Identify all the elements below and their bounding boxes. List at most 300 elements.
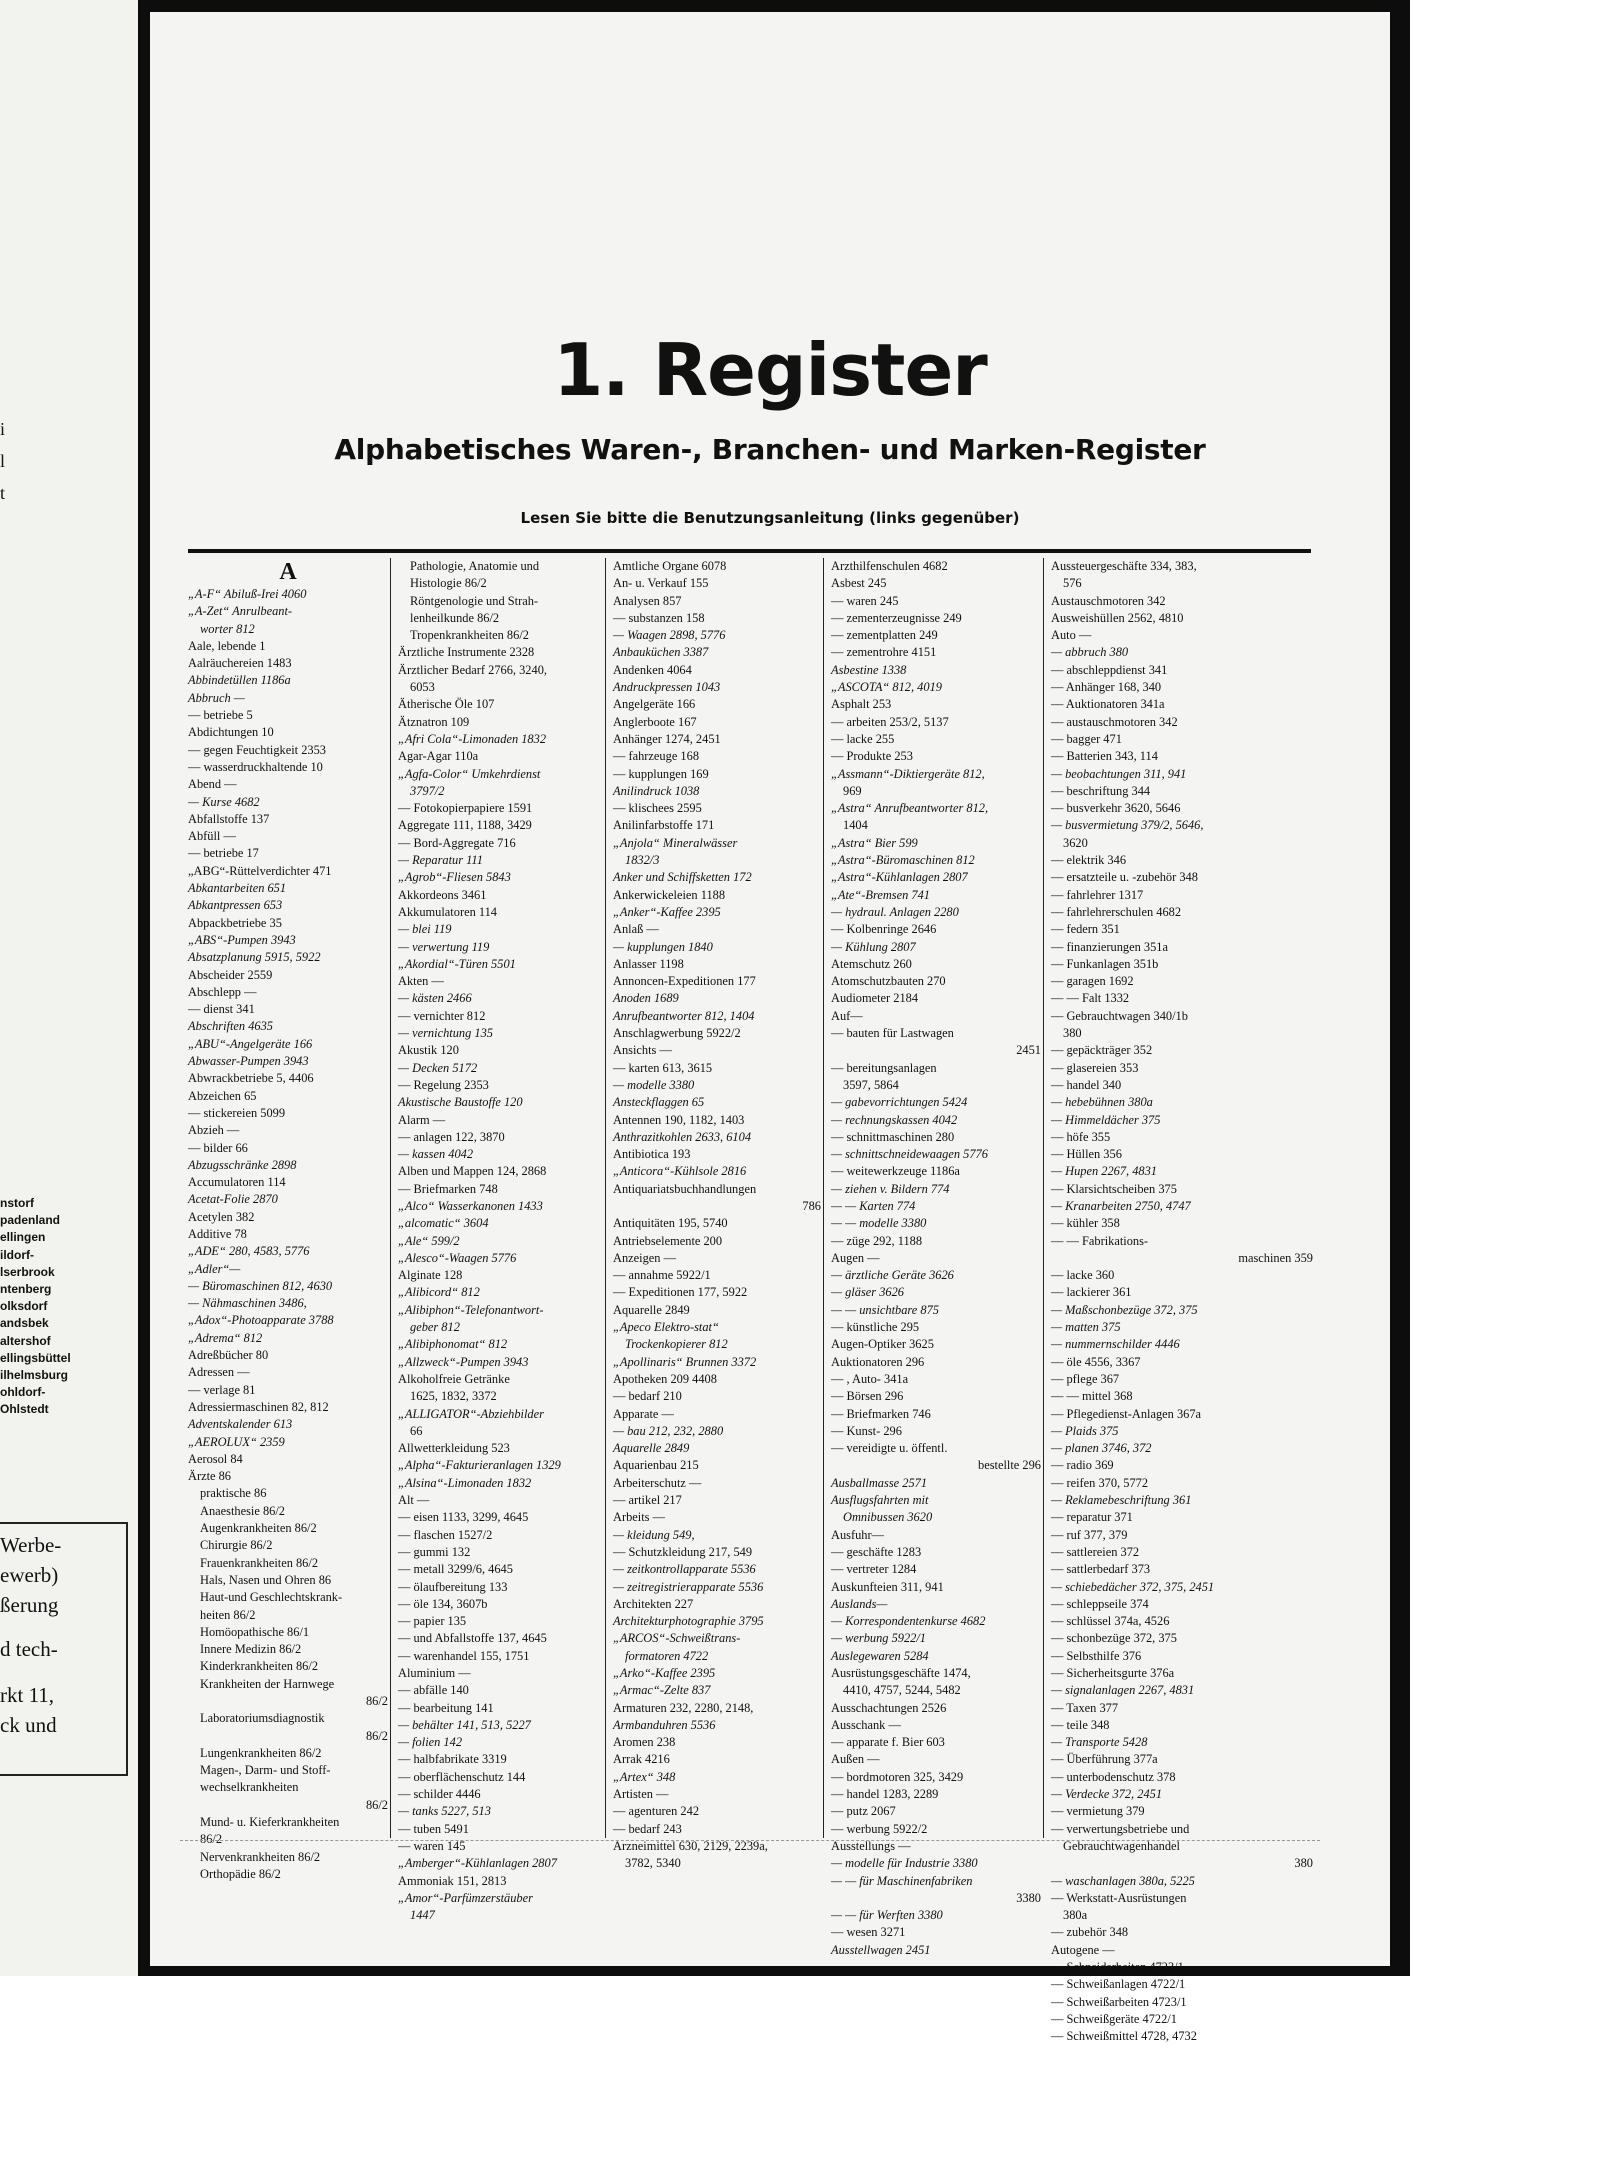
register-entry: „Alibicord“ 812: [398, 1285, 480, 1300]
register-entry: — ersatzteile u. -zubehör 348: [1051, 870, 1198, 885]
register-entry: — Taxen 377: [1051, 1700, 1119, 1715]
register-entry: — fahrlehrerschulen 4682: [1051, 904, 1182, 919]
register-entry: Analysen 857: [613, 593, 682, 608]
register-entry: — tanks 5227, 513: [398, 1804, 491, 1819]
register-entry: Abend —: [188, 777, 237, 792]
register-entry: Abfallstoffe 137: [188, 811, 270, 826]
register-entry: — Büromaschinen 812, 4630: [188, 1278, 333, 1293]
register-entry: formatoren 4722: [625, 1648, 709, 1663]
register-entry: „Alsina“-Limonaden 1832: [398, 1475, 532, 1490]
register-entry: — Anhänger 168, 340: [1051, 680, 1162, 695]
register-entry: 1404: [843, 818, 868, 833]
register-entry: 3620: [1063, 835, 1088, 850]
register-entry: Armaturen 232, 2280, 2148,: [613, 1700, 754, 1715]
register-entry: Anlaß —: [613, 922, 659, 937]
register-entry: Akustik 120: [398, 1043, 459, 1058]
register-entry: Hals, Nasen und Ohren 86: [200, 1572, 332, 1587]
register-entry: — ärztliche Geräte 3626: [831, 1268, 954, 1283]
register-entry: Atemschutz 260: [831, 956, 912, 971]
register-entry: Chirurgie 86/2: [200, 1538, 273, 1553]
register-entry: — vertreter 1284: [831, 1562, 917, 1577]
register-entry: — sattlerbedarf 373: [1051, 1562, 1151, 1577]
register-entry: Aquarelle 2849: [613, 1441, 690, 1456]
register-entry: — arbeiten 253/2, 5137: [831, 714, 949, 729]
register-entry: — betriebe 17: [188, 846, 259, 861]
register-entry: Allwetterkleidung 523: [398, 1441, 510, 1456]
register-entry: Arrak 4216: [613, 1752, 670, 1767]
register-entry: — beobachtungen 311, 941: [1051, 766, 1187, 781]
register-entry: — folien 142: [398, 1735, 463, 1750]
register-entry: — papier 135: [398, 1614, 467, 1629]
register-entry: Abbindetüllen 1186a: [188, 673, 291, 688]
register-column-2: [398, 558, 604, 1923]
register-entry: Abzieh —: [188, 1123, 240, 1138]
register-entry: Akten —: [398, 974, 444, 989]
register-entry: „Afri Cola“-Limonaden 1832: [398, 731, 547, 746]
register-entry: — Funkanlagen 351b: [1051, 956, 1159, 971]
register-entry: — kühler 358: [1051, 1216, 1120, 1231]
register-entry: — karten 613, 3615: [613, 1060, 713, 1075]
register-entry: — handel 1283, 2289: [831, 1787, 939, 1802]
register-entry: Anzeigen —: [613, 1250, 676, 1265]
register-entry: „Agfa-Color“ Umkehrdienst: [398, 766, 541, 781]
register-entry: 3597, 5864: [843, 1077, 899, 1092]
register-entry: Ärzte 86: [188, 1469, 232, 1484]
register-entry: „Astra“-Kühlanlagen 2807: [831, 870, 968, 885]
register-entry: — betriebe 5: [188, 708, 253, 723]
register-entry: Arbeits —: [613, 1510, 665, 1525]
register-entry: — kupplungen 1840: [613, 939, 713, 954]
register-entry: — — für Werften 3380: [831, 1908, 943, 1923]
register-entry: „Alesco“-Waagen 5776: [398, 1250, 517, 1265]
register-column-1: [188, 558, 388, 1881]
register-entry: 6053: [410, 680, 435, 695]
register-entry: 1832/3: [625, 853, 660, 868]
register-entry: — kleidung 549,: [613, 1527, 695, 1542]
register-entry: — schleppseile 374: [1051, 1596, 1149, 1611]
register-entry: — busvermietung 379/2, 5646,: [1051, 818, 1204, 833]
register-entry: Aluminium —: [398, 1666, 471, 1680]
register-entry: — zeitkontrollapparate 5536: [613, 1562, 756, 1577]
register-entry: bestellte 296: [978, 1458, 1041, 1473]
register-entry: — stickereien 5099: [188, 1105, 286, 1120]
register-entry: — vernichtung 135: [398, 1026, 493, 1041]
register-entry: — schonbezüge 372, 375: [1051, 1631, 1177, 1646]
register-entry: — flaschen 1527/2: [398, 1527, 493, 1542]
register-entry: Kinderkrankheiten 86/2: [200, 1659, 319, 1674]
page-title: 1. Register: [553, 328, 987, 412]
register-entry: Aerosol 84: [188, 1451, 243, 1466]
register-entry: — handel 340: [1051, 1077, 1122, 1092]
register-entry: Omnibussen 3620: [843, 1510, 933, 1525]
register-entry: Antennen 190, 1182, 1403: [613, 1112, 745, 1127]
register-entry: Aussteuergeschäfte 334, 383,: [1051, 559, 1197, 573]
place-fragment: ellingen: [0, 1230, 46, 1245]
register-entry: — Schweißgeräte 4722/1: [1051, 2011, 1177, 2026]
register-entry: Abkantpressen 653: [188, 898, 283, 913]
register-entry: — Bord-Aggregate 716: [398, 835, 516, 850]
register-entry: Mund- u. Kieferkrankheiten: [200, 1815, 340, 1830]
register-entry: Ausballmasse 2571: [831, 1475, 928, 1490]
place-fragment: ohldorf-: [0, 1385, 46, 1400]
box-fragment: ewerb): [0, 1563, 59, 1587]
register-entry: Anlasser 1198: [613, 956, 684, 971]
register-entry: — nummernschilder 4446: [1051, 1337, 1180, 1352]
register-entry: — Selbsthilfe 376: [1051, 1648, 1142, 1663]
register-entry: Anglerboote 167: [613, 714, 697, 729]
column-divider: [390, 558, 391, 1838]
register-entry: heiten 86/2: [200, 1607, 256, 1622]
register-entry: Abschriften 4635: [188, 1019, 274, 1034]
register-entry: „Anticora“-Kühlsole 2816: [613, 1164, 747, 1179]
register-entry: — elektrik 346: [1051, 853, 1127, 868]
register-entry: — zubehör 348: [1051, 1925, 1129, 1940]
register-entry: Ausrüstungsgeschäfte 1474,: [831, 1666, 971, 1680]
register-entry: — — mittel 368: [1051, 1389, 1133, 1404]
register-entry: „Adox“-Photoapparate 3788: [188, 1313, 334, 1328]
register-entry: — putz 2067: [831, 1804, 896, 1819]
register-entry: — wasserdruckhaltende 10: [188, 759, 323, 774]
register-entry: — bearbeitung 141: [398, 1700, 494, 1715]
register-entry: — zeitregistrierapparate 5536: [613, 1579, 764, 1594]
register-entry: — Briefmarken 748: [398, 1181, 498, 1196]
place-fragment: ildorf-: [0, 1247, 34, 1262]
register-entry: Abpackbetriebe 35: [188, 915, 282, 930]
register-entry: „Adrema“ 812: [188, 1330, 263, 1345]
margin-fragment: t: [0, 483, 6, 503]
register-entry: — Nähmaschinen 3486,: [188, 1296, 307, 1311]
register-entry: 786: [802, 1198, 821, 1213]
register-entry: Aggregate 111, 1188, 3429: [398, 818, 532, 833]
register-entry: — Schneidarbeiten 4723/1: [1051, 1960, 1184, 1975]
register-entry: — Produkte 253: [831, 749, 913, 764]
register-entry: „Apollinaris“ Brunnen 3372: [613, 1354, 757, 1369]
register-entry: „Ale“ 599/2: [398, 1233, 460, 1248]
register-entry: Ankerwickeleien 1188: [613, 887, 726, 902]
register-entry: — Waagen 2898, 5776: [613, 628, 726, 643]
register-column-3: [613, 558, 821, 1871]
register-entry: Alkoholfreie Getränke: [398, 1371, 510, 1386]
box-fragment: Werbe-: [0, 1533, 62, 1557]
register-entry: — werbung 5922/1: [831, 1631, 926, 1646]
register-entry: — abbruch 380: [1051, 645, 1129, 660]
register-entry: „Anjola“ Mineralwässer: [613, 835, 738, 850]
register-entry: Abkantarbeiten 651: [188, 881, 287, 896]
register-entry: — gegen Feuchtigkeit 2353: [188, 742, 326, 757]
register-entry: Adressiermaschinen 82, 812: [188, 1399, 329, 1414]
register-entry: — bordmotoren 325, 3429: [831, 1769, 964, 1784]
register-entry: Audiometer 2184: [831, 991, 919, 1006]
register-entry: maschinen 359: [1238, 1250, 1313, 1265]
register-entry: — klischees 2595: [613, 801, 702, 816]
register-entry: — pflege 367: [1051, 1371, 1120, 1386]
register-entry: — Schweißarbeiten 4723/1: [1051, 1994, 1187, 2009]
place-fragment: andsbek: [0, 1316, 49, 1331]
register-entry: „ARCOS“-Schweißtrans-: [613, 1631, 741, 1646]
register-entry: „Ate“-Bremsen 741: [831, 887, 930, 902]
register-entry: Ätherische Öle 107: [398, 697, 495, 712]
register-entry: — radio 369: [1051, 1458, 1114, 1473]
register-entry: — reparatur 371: [1051, 1510, 1133, 1525]
register-entry: — gabevorrichtungen 5424: [831, 1095, 968, 1110]
register-entry: Ätznatron 109: [398, 714, 470, 729]
register-entry: — fahrzeuge 168: [613, 749, 700, 764]
register-entry: — Verdecke 372, 2451: [1051, 1787, 1163, 1802]
register-entry: — bagger 471: [1051, 731, 1122, 746]
register-entry: Histologie 86/2: [410, 576, 487, 591]
register-entry: „A-F“ Abiluß-Irei 4060: [188, 587, 307, 601]
register-entry: Absatzplanung 5915, 5922: [188, 950, 321, 965]
register-entry: — behälter 141, 513, 5227: [398, 1717, 531, 1732]
register-entry: — Regelung 2353: [398, 1077, 489, 1092]
register-entry: — warenhandel 155, 1751: [398, 1648, 530, 1663]
register-entry: — verwertungsbetriebe und: [1051, 1821, 1190, 1836]
register-entry: Alben und Mappen 124, 2868: [398, 1164, 547, 1179]
register-entry: Gebrauchtwagenhandel: [1063, 1838, 1180, 1853]
register-entry: — planen 3746, 372: [1051, 1441, 1152, 1456]
register-entry: — Gebrauchtwagen 340/1b: [1051, 1008, 1188, 1023]
register-entry: — Decken 5172: [398, 1060, 478, 1075]
register-entry: — gummi 132: [398, 1544, 471, 1559]
register-entry: — Reklamebeschriftung 361: [1051, 1493, 1192, 1508]
place-fragment: Ohlstedt: [0, 1402, 49, 1417]
register-entry: Aromen 238: [613, 1735, 676, 1750]
register-entry: „Astra“ Anrufbeantworter 812,: [831, 801, 989, 816]
register-entry: — hydraul. Anlagen 2280: [831, 904, 959, 919]
register-entry: Frauenkrankheiten 86/2: [200, 1555, 319, 1570]
register-entry: 66: [410, 1423, 423, 1438]
register-entry: Acetylen 382: [188, 1209, 255, 1224]
register-entry: — zementplatten 249: [831, 628, 938, 643]
register-entry: Ausweishüllen 2562, 4810: [1051, 610, 1184, 625]
register-entry: — Himmeldächer 375: [1051, 1112, 1161, 1127]
register-page: [150, 12, 1390, 2044]
register-entry: — halbfabrikate 3319: [398, 1752, 507, 1767]
place-fragment: nstorf: [0, 1196, 34, 1210]
register-entry: Abbruch —: [188, 690, 245, 705]
register-entry: — Überführung 377a: [1051, 1752, 1158, 1767]
register-entry: — schiebedächer 372, 375, 2451: [1051, 1579, 1215, 1594]
register-entry: Architekturphotographie 3795: [613, 1614, 764, 1629]
register-entry: Ausstellwagen 2451: [831, 1942, 931, 1957]
register-entry: „Alco“ Wasserkanonen 1433: [398, 1198, 543, 1213]
register-entry: — höfe 355: [1051, 1129, 1111, 1144]
register-entry: Anschlagwerbung 5922/2: [613, 1026, 741, 1041]
register-entry: — verlage 81: [188, 1382, 256, 1397]
register-entry: Abzugsschränke 2898: [188, 1157, 297, 1172]
register-entry: Haut-und Geschlechtskrank-: [200, 1590, 343, 1605]
register-entry: Innere Medizin 86/2: [200, 1642, 302, 1657]
register-entry: 2451: [1016, 1043, 1041, 1058]
register-entry: Asphalt 253: [831, 697, 892, 712]
register-entry: Architekten 227: [613, 1596, 694, 1611]
register-entry: — Batterien 343, 114: [1051, 749, 1158, 764]
register-entry: — kästen 2466: [398, 991, 472, 1006]
register-entry: — Kolbenringe 2646: [831, 922, 937, 937]
register-entry: „ADE“ 280, 4583, 5776: [188, 1244, 310, 1259]
register-entry: — beschriftung 344: [1051, 783, 1151, 798]
register-entry: — verwertung 119: [398, 939, 490, 954]
register-entry: — — modelle 3380: [831, 1216, 927, 1231]
letter-heading: A: [279, 559, 297, 585]
register-entry: Abzeichen 65: [188, 1088, 257, 1103]
register-entry: — ölaufbereitung 133: [398, 1579, 508, 1594]
register-entry: — vereidigte u. öffentl.: [831, 1441, 948, 1456]
register-entry: Atomschutzbauten 270: [831, 974, 946, 989]
register-entry: — gläser 3626: [831, 1285, 904, 1300]
register-entry: — oberflächenschutz 144: [398, 1769, 526, 1784]
register-entry: — gepäckträger 352: [1051, 1043, 1153, 1058]
register-entry: Aquarienbau 215: [613, 1458, 699, 1473]
register-entry: Austauschmotoren 342: [1051, 593, 1166, 608]
box-fragment: d tech-: [0, 1637, 58, 1661]
register-entry: — , Auto- 341a: [831, 1371, 909, 1386]
box-fragment: ck und: [0, 1713, 57, 1737]
register-entry: Arzthilfenschulen 4682: [831, 559, 948, 573]
bottom-rule: [180, 1840, 1320, 1841]
register-entry: — lacke 360: [1051, 1268, 1115, 1283]
register-entry: Röntgenologie und Strah-: [410, 593, 539, 608]
register-entry: — Werkstatt-Ausrüstungen: [1051, 1890, 1187, 1905]
register-entry: — Kunst- 296: [831, 1423, 902, 1438]
register-entry: Amtliche Organe 6078: [613, 559, 727, 573]
register-entry: 86/2: [365, 1797, 388, 1812]
register-entry: — waren 245: [831, 593, 899, 608]
register-entry: Augen-Optiker 3625: [831, 1337, 934, 1352]
register-entry: Außen —: [831, 1752, 880, 1767]
register-entry: — Reparatur 111: [398, 853, 483, 868]
register-entry: 1625, 1832, 3372: [410, 1389, 497, 1404]
register-entry: Anilindruck 1038: [613, 783, 700, 798]
register-entry: — lacke 255: [831, 731, 895, 746]
register-entry: Anilinfarbstoffe 171: [613, 818, 715, 833]
register-entry: An- u. Verkauf 155: [613, 576, 709, 591]
register-entry: Apparate —: [613, 1406, 674, 1421]
register-entry: Asbestine 1338: [831, 662, 907, 677]
margin-fragment: i: [0, 419, 6, 439]
register-entry: — Schutzkleidung 217, 549: [613, 1544, 753, 1559]
register-entry: „ABU“-Angelgeräte 166: [188, 1036, 313, 1051]
register-entry: Arzneimittel 630, 2129, 2239a,: [613, 1838, 768, 1853]
register-column-4: [831, 558, 1041, 1957]
register-entry: — kupplungen 169: [613, 766, 709, 781]
register-entry: Ärztliche Instrumente 2328: [398, 645, 535, 660]
register-entry: — Schweißmittel 4728, 4732: [1051, 2029, 1197, 2044]
register-entry: — bauten für Lastwagen: [831, 1026, 954, 1041]
register-entry: Asbest 245: [831, 576, 887, 591]
register-entry: „Alpha“-Fakturieranlagen 1329: [398, 1458, 561, 1473]
register-entry: Angelgeräte 166: [613, 697, 696, 712]
register-entry: 380: [1294, 1856, 1313, 1871]
register-entry: Krankheiten der Harnwege: [200, 1676, 335, 1691]
register-entry: — — Karten 774: [831, 1198, 916, 1213]
register-entry: Pathologie, Anatomie und: [410, 559, 540, 573]
register-entry: — Kranarbeiten 2750, 4747: [1051, 1198, 1191, 1213]
column-divider: [1043, 558, 1044, 1838]
register-entry: Abschlepp —: [188, 984, 257, 999]
register-entry: „Anker“-Kaffee 2395: [613, 904, 721, 919]
register-entry: Abfüll —: [188, 829, 236, 844]
register-entry: — austauschmotoren 342: [1051, 714, 1178, 729]
register-entry: 380a: [1063, 1908, 1088, 1923]
register-entry: — vermietung 379: [1051, 1804, 1145, 1819]
usage-note: Lesen Sie bitte die Benutzungsanleitung (links gegenüber): [520, 509, 1020, 527]
register-entry: Autogene —: [1051, 1942, 1115, 1957]
register-entry: 86/2: [365, 1694, 388, 1708]
register-entry: — öle 4556, 3367: [1051, 1354, 1141, 1369]
register-entry: Ausfuhr—: [831, 1527, 884, 1542]
register-entry: — werbung 5922/2: [831, 1821, 928, 1836]
register-entry: — Fotokopierpapiere 1591: [398, 801, 533, 816]
register-entry: Nervenkrankheiten 86/2: [200, 1849, 321, 1864]
place-fragment: olksdorf: [0, 1299, 48, 1314]
register-entry: — Kühlung 2807: [831, 939, 916, 954]
box-fragment: rkt 11,: [0, 1683, 55, 1707]
register-entry: Lungenkrankheiten 86/2: [200, 1745, 322, 1760]
register-entry: — Briefmarken 746: [831, 1406, 931, 1421]
register-entry: „Agrob“-Fliesen 5843: [398, 870, 511, 885]
register-entry: Ärztlicher Bedarf 2766, 3240,: [398, 662, 547, 677]
register-entry: Anthrazitkohlen 2633, 6104: [613, 1129, 752, 1144]
register-entry: — unterbodenschutz 378: [1051, 1769, 1176, 1784]
register-entry: Augenkrankheiten 86/2: [200, 1521, 317, 1536]
register-entry: — zementrohre 4151: [831, 645, 937, 660]
register-entry: — schilder 4446: [398, 1787, 481, 1802]
register-entry: — — unsichtbare 875: [831, 1302, 939, 1317]
register-entry: „A-Zet“ Anrulbeant-: [188, 604, 293, 619]
register-entry: — kassen 4042: [398, 1147, 474, 1162]
register-entry: — annahme 5922/1: [613, 1268, 711, 1283]
register-entry: Alarm —: [398, 1112, 446, 1127]
register-entry: — züge 292, 1188: [831, 1233, 923, 1248]
register-entry: wechselkrankheiten: [200, 1780, 299, 1795]
register-entry: Artisten —: [613, 1787, 669, 1802]
register-entry: — bedarf 243: [613, 1821, 682, 1836]
register-entry: Agar-Agar 110a: [398, 749, 479, 764]
register-entry: — fahrlehrer 1317: [1051, 887, 1144, 902]
register-entry: — abfälle 140: [398, 1683, 469, 1698]
register-entry: — substanzen 158: [613, 610, 705, 625]
register-entry: 3797/2: [410, 783, 445, 798]
register-entry: — bedarf 210: [613, 1389, 682, 1404]
register-entry: 86/2: [200, 1832, 223, 1847]
register-entry: — und Abfallstoffe 137, 4645: [398, 1631, 547, 1646]
register-entry: Additive 78: [188, 1226, 247, 1241]
column-divider: [605, 558, 606, 1838]
register-entry: Ammoniak 151, 2813: [398, 1873, 507, 1888]
register-entry: 3380: [1016, 1890, 1041, 1905]
register-entry: Arbeiterschutz —: [613, 1475, 702, 1490]
register-entry: — waren 145: [398, 1838, 466, 1853]
register-entry: — geschäfte 1283: [831, 1544, 922, 1559]
register-entry: Adventskalender 613: [188, 1417, 293, 1432]
register-entry: „AEROLUX“ 2359: [188, 1434, 285, 1449]
register-entry: Ausstellungs —: [831, 1838, 911, 1853]
register-entry: — blei 119: [398, 922, 452, 937]
place-fragment: padenland: [0, 1213, 61, 1228]
register-entry: — Transporte 5428: [1051, 1735, 1148, 1750]
register-entry: „Adler“—: [188, 1261, 241, 1276]
register-entry: „ABG“-Rüttelverdichter 471: [188, 863, 332, 878]
register-entry: Andenken 4064: [613, 662, 692, 677]
register-entry: — Auktionatoren 341a: [1051, 697, 1165, 712]
register-entry: — ziehen v. Bildern 774: [831, 1181, 950, 1196]
register-entry: Acetat-Folie 2870: [188, 1192, 278, 1207]
register-entry: — rechnungskassen 4042: [831, 1112, 958, 1127]
register-entry: „Armac“-Zelte 837: [613, 1683, 711, 1698]
register-entry: — künstliche 295: [831, 1320, 920, 1335]
register-entry: — Kurse 4682: [188, 794, 260, 809]
